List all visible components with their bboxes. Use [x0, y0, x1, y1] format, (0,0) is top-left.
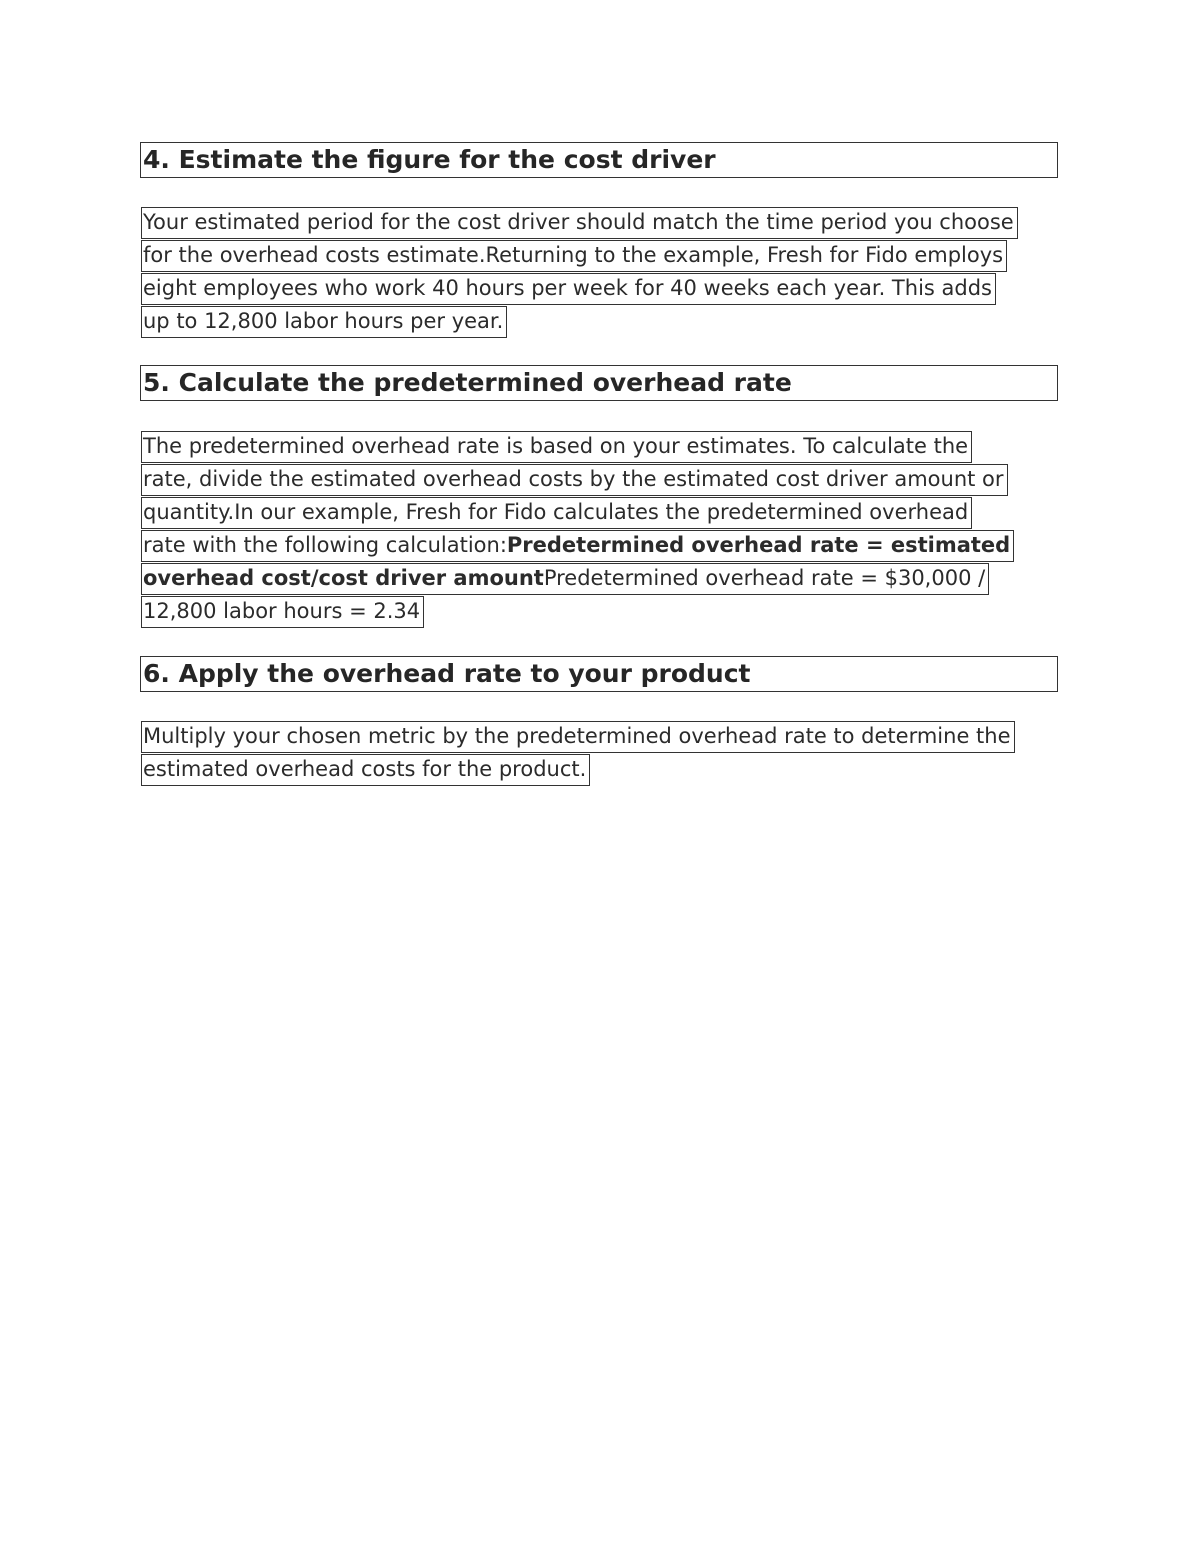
paragraph-line: for the overhead costs estimate.Returning to the example, Fresh for Fido employs [141, 240, 1007, 272]
formula-bold-text: Predetermined overhead rate = estimated [506, 533, 1011, 557]
paragraph-line: rate, divide the estimated overhead costs by the estimated cost driver amount or [141, 464, 1008, 496]
paragraph-line: The predetermined overhead rate is based on your estimates. To calculate the [141, 431, 972, 463]
section-4-paragraph [141, 207, 1018, 338]
section-5-paragraph [141, 431, 1014, 628]
paragraph-line: Multiply your chosen metric by the predetermined overhead rate to determine the [141, 721, 1015, 753]
line-text: rate with the following calculation: [143, 533, 507, 557]
formula-bold-text: overhead cost/cost driver amount [143, 566, 544, 590]
paragraph-line: quantity.In our example, Fresh for Fido calculates the predetermined overhead [141, 497, 972, 529]
paragraph-line: estimated overhead costs for the product. [141, 754, 590, 786]
paragraph-line [141, 563, 989, 595]
paragraph-line: eight employees who work 40 hours per week for 40 weeks each year. This adds [141, 273, 996, 305]
section-4-heading: 4. Estimate the figure for the cost driver [140, 142, 1058, 178]
paragraph-line: Your estimated period for the cost driver should match the time period you choose [141, 207, 1018, 239]
line-text: Predetermined overhead rate = $30,000 / [543, 566, 986, 590]
section-6-heading: 6. Apply the overhead rate to your product [140, 656, 1058, 692]
paragraph-line: 12,800 labor hours = 2.34 [141, 596, 424, 628]
section-5-heading: 5. Calculate the predetermined overhead rate [140, 365, 1058, 401]
paragraph-line [141, 530, 1014, 562]
section-6-paragraph [141, 721, 1015, 786]
paragraph-line: up to 12,800 labor hours per year. [141, 306, 507, 338]
